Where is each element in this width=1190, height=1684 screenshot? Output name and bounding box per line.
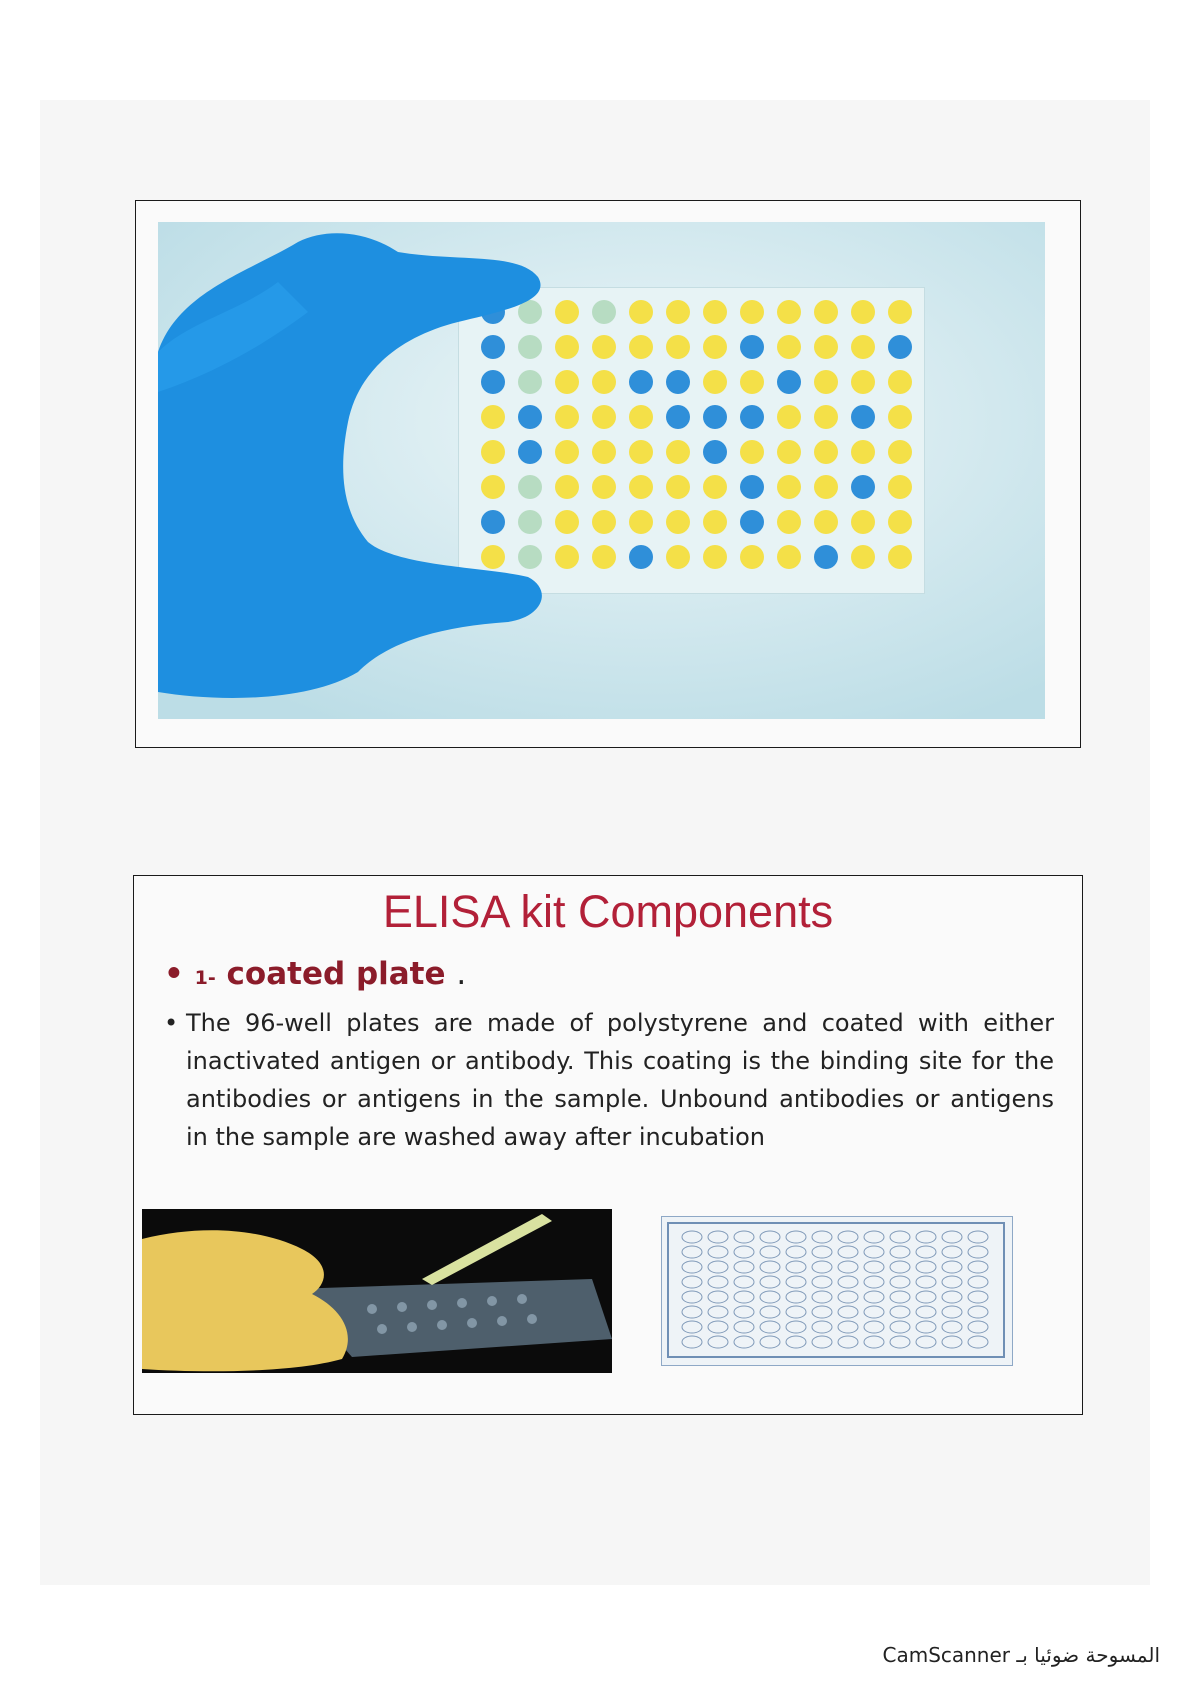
clear-well: [812, 1276, 832, 1288]
clear-well: [786, 1276, 806, 1288]
clear-well: [734, 1276, 754, 1288]
clear-well: [890, 1306, 910, 1318]
clear-well: [968, 1306, 988, 1318]
clear-well: [734, 1291, 754, 1303]
clear-well: [786, 1291, 806, 1303]
clear-well: [890, 1276, 910, 1288]
clear-well: [968, 1246, 988, 1258]
clear-well: [942, 1276, 962, 1288]
clear-well: [734, 1261, 754, 1273]
body-bullet: •: [164, 1009, 179, 1037]
clear-well: [838, 1336, 858, 1348]
clear-well: [916, 1336, 936, 1348]
clear-well: [812, 1261, 832, 1273]
clear-well: [942, 1246, 962, 1258]
clear-well: [708, 1231, 728, 1243]
slide-top: [135, 200, 1081, 748]
clear-well: [916, 1321, 936, 1333]
clear-well: [682, 1306, 702, 1318]
clear-well: [890, 1336, 910, 1348]
clear-well: [942, 1291, 962, 1303]
clear-well: [812, 1321, 832, 1333]
clear-well: [760, 1306, 780, 1318]
clear-well: [838, 1246, 858, 1258]
scanner-footer: CamScanner المسوحة ضوئيا بـ: [882, 1643, 1160, 1667]
clear-well: [968, 1261, 988, 1273]
clear-well: [786, 1321, 806, 1333]
elisa-plate-photo: [158, 222, 1045, 719]
clear-well: [760, 1276, 780, 1288]
clear-well: [760, 1246, 780, 1258]
clear-well: [708, 1336, 728, 1348]
clear-well: [864, 1231, 884, 1243]
subheading: [164, 956, 466, 992]
clear-well: [864, 1261, 884, 1273]
clear-well: [916, 1306, 936, 1318]
clear-well: [942, 1231, 962, 1243]
clear-well: [890, 1291, 910, 1303]
clear-well: [786, 1261, 806, 1273]
clear-well: [890, 1261, 910, 1273]
clear-well: [734, 1246, 754, 1258]
clear-well: [682, 1321, 702, 1333]
clear-well: [786, 1231, 806, 1243]
clear-well: [708, 1321, 728, 1333]
clear-well: [760, 1291, 780, 1303]
clear-well: [708, 1246, 728, 1258]
clear-plate-illustration: [662, 1217, 1012, 1365]
clear-well: [838, 1306, 858, 1318]
clear-well: [838, 1231, 858, 1243]
clear-well: [760, 1321, 780, 1333]
clear-well: [890, 1321, 910, 1333]
clear-well: [812, 1246, 832, 1258]
slide-bottom: [133, 875, 1083, 1415]
subhead-number: 1-: [194, 967, 216, 989]
clear-well: [786, 1246, 806, 1258]
clear-well: [682, 1336, 702, 1348]
clear-well: [942, 1321, 962, 1333]
clear-well: [838, 1291, 858, 1303]
clear-well: [760, 1336, 780, 1348]
description-block: [164, 1004, 1054, 1156]
pipetting-illustration: [142, 1209, 612, 1373]
clear-well: [942, 1336, 962, 1348]
clear-well: [708, 1306, 728, 1318]
clear-well: [734, 1321, 754, 1333]
clear-well: [734, 1336, 754, 1348]
clear-well: [708, 1276, 728, 1288]
clear-well: [968, 1321, 988, 1333]
clear-well: [916, 1246, 936, 1258]
clear-well: [760, 1231, 780, 1243]
clear-well: [968, 1231, 988, 1243]
clear-well: [682, 1261, 702, 1273]
clear-well: [812, 1231, 832, 1243]
clear-well: [812, 1306, 832, 1318]
clear-well: [864, 1306, 884, 1318]
clear-well: [916, 1231, 936, 1243]
clear-well: [838, 1276, 858, 1288]
slide-title: ELISA kit Components: [382, 886, 834, 937]
clear-well: [968, 1336, 988, 1348]
clear-well: [864, 1336, 884, 1348]
clear-well: [890, 1246, 910, 1258]
subhead-text: coated plate: [226, 956, 446, 992]
clear-well: [838, 1321, 858, 1333]
clear-well: [942, 1261, 962, 1273]
clear-well: [916, 1291, 936, 1303]
description-paragraph: The 96-well plates are made of polystyrene and coated with either inactivated antigen or antibody. This coating is the binding site for the antibodies or antigens in the sample. Unbound antibodies or antigens in the sample are washed away after incubation: [186, 1009, 1054, 1151]
clear-well: [682, 1246, 702, 1258]
clear-well: [812, 1336, 832, 1348]
clear-well: [734, 1231, 754, 1243]
subhead-end: .: [456, 956, 467, 992]
clear-well: [864, 1276, 884, 1288]
clear-well: [682, 1231, 702, 1243]
clear-well: [682, 1276, 702, 1288]
clear-well: [916, 1261, 936, 1273]
clear-well: [890, 1231, 910, 1243]
clear-well: [734, 1306, 754, 1318]
clear-well: [968, 1291, 988, 1303]
clear-well: [812, 1291, 832, 1303]
clear-well: [682, 1291, 702, 1303]
clear-well: [968, 1276, 988, 1288]
clear-well: [786, 1306, 806, 1318]
clear-well: [942, 1306, 962, 1318]
blue-glove: [158, 222, 1045, 719]
pipetting-photo: [142, 1209, 612, 1373]
clear-well: [864, 1291, 884, 1303]
clear-well: [708, 1291, 728, 1303]
clear-well: [708, 1261, 728, 1273]
clear-well: [916, 1276, 936, 1288]
clear-well: [864, 1246, 884, 1258]
clear-well: [838, 1261, 858, 1273]
clear-well: [760, 1261, 780, 1273]
clear-plate-photo: [661, 1216, 1013, 1366]
clear-well: [864, 1321, 884, 1333]
subhead-bullet: •: [164, 956, 184, 992]
clear-well: [786, 1336, 806, 1348]
